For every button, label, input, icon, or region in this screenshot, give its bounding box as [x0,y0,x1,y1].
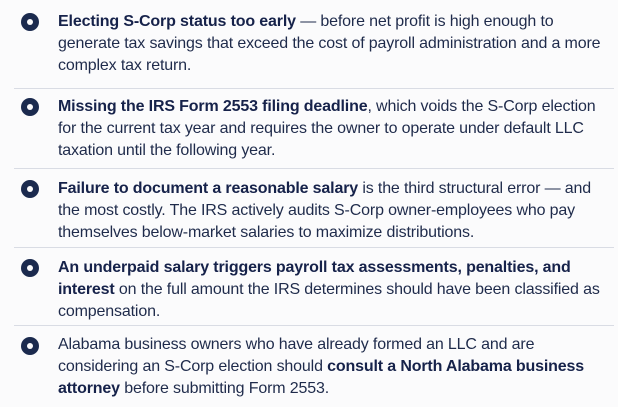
list-item-body: on the full amount the IRS determines should have been classified as compensation. [58,281,600,320]
list-item-text [58,334,606,400]
list-item-body: , which voids the S-Corp election for the current tax year and requires the owner to operate under default LLC taxation until the following year. [58,98,596,159]
list-item-bold: An underpaid salary triggers payroll tax assessments, penalties, and interest [58,259,571,298]
list-item-body: — before net profit is high enough to generate tax savings that exceed the cost of payroll administration and a more complex tax return. [58,13,601,74]
list-item-body: is the third structural error — and the most costly. The IRS actively audits S-Corp owner-employees who pay themselves below-market salaries to maximize distributions. [58,180,591,241]
bullet-icon [21,180,39,198]
list-item-bold: Electing S-Corp status too early [58,13,296,30]
list-item-text [58,11,606,77]
list-item-text [58,96,606,162]
bullet-icon [21,259,39,277]
bullet-icon [21,98,39,116]
divider [14,88,614,89]
divider [14,168,614,169]
list-item-bold: Missing the IRS Form 2553 filing deadline [58,98,368,115]
list-item-text [58,257,606,323]
list-item-body: before submitting Form 2553. [119,380,330,397]
list-item-text [58,178,606,244]
divider [14,325,614,326]
bullet-icon [21,337,39,355]
list-item-body: Alabama business owners who have already formed an LLC and are considering an S-Corp election should [58,336,535,375]
divider [14,247,614,248]
list-item-bold: consult a North Alabama business attorney [58,358,585,397]
bullet-icon [21,13,39,31]
list-item-bold: Failure to document a reasonable salary [58,180,359,197]
